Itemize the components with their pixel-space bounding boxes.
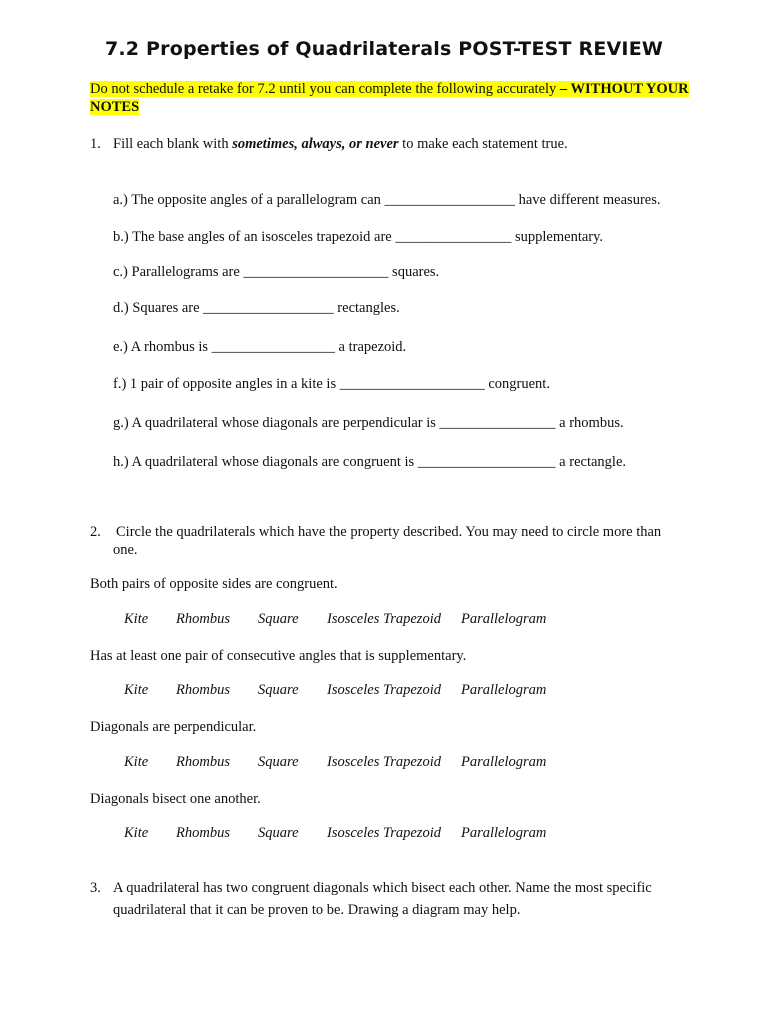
- property-4: Diagonals bisect one another.: [90, 791, 261, 807]
- question-1-prompt: [113, 135, 568, 153]
- option-isosceles-trapezoid[interactable]: Isosceles Trapezoid: [327, 754, 441, 770]
- q1-item-f: f.) 1 pair of opposite angles in a kite is ____________________ congruent.: [113, 376, 550, 392]
- question-2-line1: Circle the quadrilaterals which have the property described. You may need to circle more than: [116, 524, 662, 540]
- q1-item-c: c.) Parallelograms are ____________________ squares.: [113, 264, 440, 280]
- option-parallelogram[interactable]: Parallelogram: [461, 611, 547, 627]
- question-3-line2: quadrilateral that it can be proven to be. Drawing a diagram may help.: [113, 902, 521, 918]
- option-square[interactable]: Square: [258, 682, 299, 698]
- option-rhombus[interactable]: Rhombus: [176, 754, 230, 770]
- question-1-number: 1.: [90, 136, 101, 152]
- option-parallelogram[interactable]: Parallelogram: [461, 682, 547, 698]
- option-square[interactable]: Square: [258, 611, 299, 627]
- option-isosceles-trapezoid[interactable]: Isosceles Trapezoid: [327, 611, 441, 627]
- q1-item-d: d.) Squares are __________________ rectangles.: [113, 300, 400, 316]
- option-parallelogram[interactable]: Parallelogram: [461, 754, 547, 770]
- question-2-number: 2.: [90, 524, 101, 540]
- option-parallelogram[interactable]: Parallelogram: [461, 825, 547, 841]
- property-1: Both pairs of opposite sides are congruent.: [90, 576, 338, 592]
- question-3-number: 3.: [90, 880, 101, 896]
- option-rhombus[interactable]: Rhombus: [176, 825, 230, 841]
- option-isosceles-trapezoid[interactable]: Isosceles Trapezoid: [327, 682, 441, 698]
- notice-text: Do not schedule a retake for 7.2 until you can complete the following accurately: [90, 81, 560, 97]
- q1-item-e: e.) A rhombus is _________________ a trapezoid.: [113, 339, 407, 355]
- option-rhombus[interactable]: Rhombus: [176, 611, 230, 627]
- page-title: 7.2 Properties of Quadrilaterals POST-TEST REVIEW: [104, 38, 664, 60]
- q1-item-a: a.) The opposite angles of a parallelogram can __________________ have different measures.: [113, 192, 661, 208]
- q1-emphasis: sometimes, always, or never: [232, 136, 399, 152]
- option-kite[interactable]: Kite: [124, 611, 149, 627]
- q1-item-b: b.) The base angles of an isosceles trapezoid are ________________ supplementary.: [113, 229, 604, 245]
- option-square[interactable]: Square: [258, 825, 299, 841]
- option-square[interactable]: Square: [258, 754, 299, 770]
- q1-item-g: g.) A quadrilateral whose diagonals are perpendicular is ________________ a rhombus.: [113, 415, 624, 431]
- option-kite[interactable]: Kite: [124, 682, 149, 698]
- property-3: Diagonals are perpendicular.: [90, 719, 257, 735]
- property-2: Has at least one pair of consecutive angles that is supplementary.: [90, 648, 467, 664]
- option-isosceles-trapezoid[interactable]: Isosceles Trapezoid: [327, 825, 441, 841]
- q1-item-h: h.) A quadrilateral whose diagonals are congruent is ___________________ a rectangle.: [113, 454, 627, 470]
- option-kite[interactable]: Kite: [124, 825, 149, 841]
- question-3-line1: A quadrilateral has two congruent diagonals which bisect each other. Name the most specific: [113, 880, 652, 896]
- question-2-line2: one.: [113, 542, 138, 558]
- option-rhombus[interactable]: Rhombus: [176, 682, 230, 698]
- notice-bold: – WITHOUT YOUR NOTES: [90, 81, 689, 115]
- q1-pre: Fill each blank with: [113, 136, 233, 152]
- q1-post: to make each statement true.: [398, 136, 568, 152]
- option-kite[interactable]: Kite: [124, 754, 149, 770]
- retake-notice: [90, 80, 690, 116]
